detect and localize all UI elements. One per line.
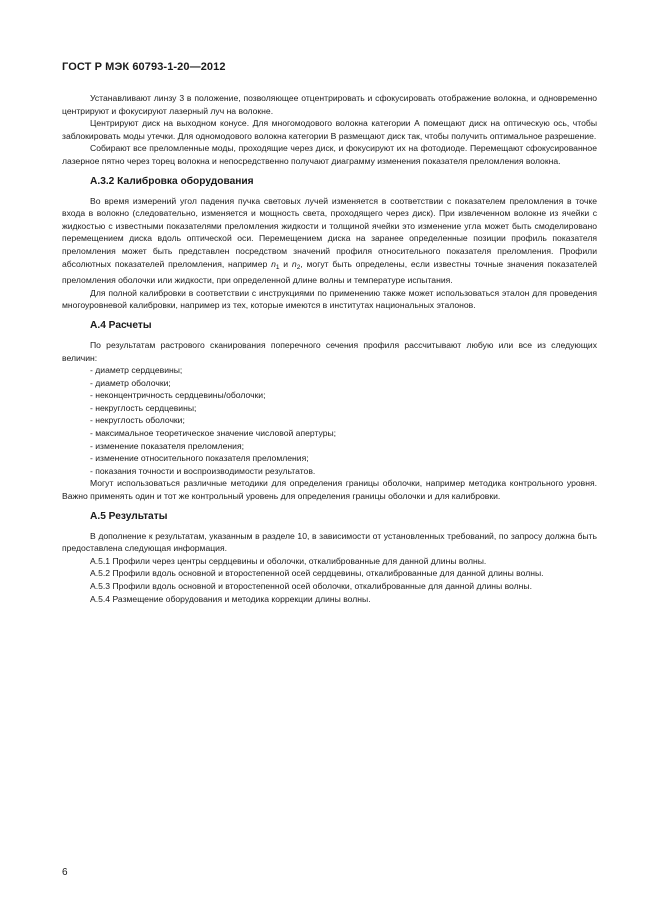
paragraph: В дополнение к результатам, указанным в разделе 10, в зависимости от установленных требований, по запросу должна быть предоставлена следующая информация. xyxy=(62,530,597,554)
document-header: ГОСТ Р МЭК 60793-1-20—2012 xyxy=(62,61,226,73)
calculation-list xyxy=(62,364,597,477)
list-item: - максимальное теоретическое значение числовой апертуры; xyxy=(90,428,337,439)
math-subscript: 1 xyxy=(275,263,280,271)
text-segment: , могут быть определены, если известны точные значения показателей преломления оболочки или жидкости, при определенной длине волны и температуре испытания. xyxy=(62,258,598,286)
result-item: А.5.3 Профили вдоль основной и второстепенной осей оболочки, откалиброванные для данной длины волны. xyxy=(90,581,532,591)
section-heading-a4: А.4 Расчеты xyxy=(90,319,152,331)
document-body xyxy=(62,92,597,605)
result-item: А.5.4 Размещение оборудования и методика коррекции длины волны. xyxy=(90,593,371,604)
list-item: - изменение показателя преломления; xyxy=(90,440,245,451)
result-item: А.5.1 Профили через центры сердцевины и оболочки, откалиброванные для данной длины волны. xyxy=(90,555,487,566)
result-item: А.5.2 Профили вдоль основной и второстепенной осей сердцевины, откалиброванные для данной длины волны. xyxy=(90,568,544,579)
list-item: - изменение относительного показателя преломления; xyxy=(90,453,309,464)
math-symbol-n: n xyxy=(271,258,276,269)
page-number: 6 xyxy=(62,867,68,878)
text-segment: Во время измерений угол падения пучка световых лучей изменяется в соответствии с показателем преломления в точке входа в волокно (следовательно, изменяется и мощность света, проходящего через диск). При извлеченном волокне из ячейки с жидкостью с известными показателями преломления жидкости и толщиной ячейки это изменение угла может быть смоделировано перемещением диска вдоль оптической оси. Перемещением диска на заранее определенные позиции профиль показателя преломления может быть представлен посредством значений профиля относительного показателя преломления. Профили абсолютных показателей преломления, например xyxy=(62,195,597,269)
paragraph: Могут использоваться различные методики для определения границы оболочки, например методика контрольного уровня. Важно применять один и тот же контрольный уровень для определения границы оболочки и для калибровки. xyxy=(62,478,597,502)
paragraph: Центрируют диск на выходном конусе. Для многомодового волокна категории А помещают диск на оптическую ось, чтобы заблокировать моды утечки. Для одномодового волокна категории В размещают диск так, чтобы получить оптимальное разрешение. xyxy=(62,118,597,141)
paragraph: Устанавливают линзу 3 в положение, позволяющее отцентрировать и сфокусировать отображение волокна, и одновременно центрируют и фокусируют лазерный луч на волокне. xyxy=(62,93,597,116)
list-item: - некруглость сердцевины; xyxy=(90,402,197,413)
text-segment: и xyxy=(279,258,292,269)
paragraph: По результатам растрового сканирования поперечного сечения профиля рассчитывают любую или все из следующих величин: xyxy=(62,339,597,363)
section-heading-a5: А.5 Результаты xyxy=(90,510,168,522)
list-item: - некруглость оболочки; xyxy=(90,415,185,426)
math-symbol-n: n xyxy=(291,258,297,269)
list-item: - показания точности и воспроизводимости результатов. xyxy=(90,465,316,476)
paragraph-calibration xyxy=(62,195,597,287)
list-item: - диаметр сердцевины; xyxy=(90,365,183,376)
math-subscript: 2 xyxy=(296,263,301,271)
list-item: - диаметр оболочки; xyxy=(90,377,171,388)
paragraph: Для полной калибровки в соответствии с инструкциями по применению также может использоваться эталон для проведения многоуровневой калибровки, например из тех, которые имеются в институтах национальных эталонов. xyxy=(62,287,597,311)
paragraph: Собирают все преломленные моды, проходящие через диск, и фокусируют их на фотодиоде. Перемещают сфокусированное лазерное пятно через торец волокна и непосредственно получают диаграмму изменения показателя преломления волокна. xyxy=(62,143,597,166)
section-heading-a32: А.3.2 Калибровка оборудования xyxy=(90,175,254,187)
list-item: - неконцентричность сердцевины/оболочки; xyxy=(90,390,266,401)
